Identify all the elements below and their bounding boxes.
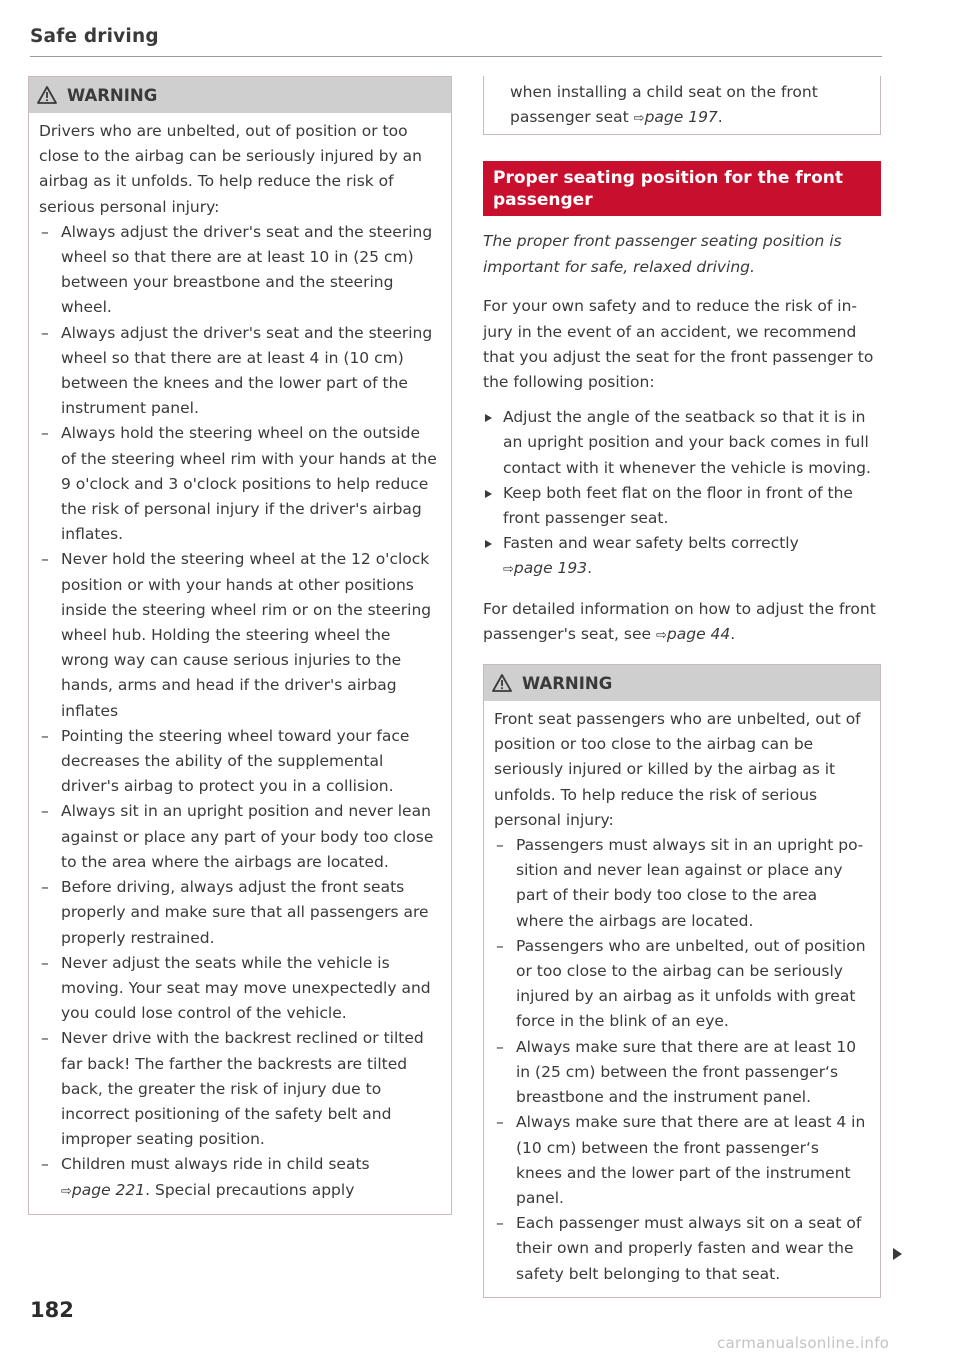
page-reference-link[interactable]: ⇨page 197: [633, 108, 718, 127]
step-item: Keep both feet flat on the floor in front of the front passenger seat.: [483, 481, 881, 531]
page-reference-link[interactable]: ⇨page 44: [656, 624, 731, 643]
step-item: Fasten and wear safety belts correctly ⇨page 193.: [483, 531, 881, 582]
warning-item: – Always hold the steering wheel on the outside of the steering wheel rim with your hands at the 9 o'clock and 3 o'clock positions to help reduce the risk of personal injury if the driver's airbag inflates.: [39, 421, 439, 547]
warning-title: WARNING: [522, 673, 613, 693]
section-title: Safe driving: [30, 26, 159, 47]
warning-continuation: when installing a child seat on the front passenger seat ⇨page 197.: [483, 76, 881, 135]
warning-item: – Each passenger must always sit on a seat of their own and properly fasten and wear the safety belt belonging to that seat.: [494, 1211, 868, 1287]
warning-box-passenger: [483, 664, 881, 1298]
page-reference-link[interactable]: ⇨page 221: [61, 1180, 146, 1199]
warning-body: [29, 113, 451, 1214]
page-header: [30, 24, 882, 57]
arrow-icon: ⇨: [503, 562, 514, 578]
warning-item: – Always make sure that there are at least 10 in (25 cm) between the front passenger‘s breastbone and the instrument panel.: [494, 1035, 868, 1111]
warning-item: – Always adjust the driver's seat and the steering wheel so that there are at least 10 in (25 cm) between your breastbone and the steering wheel.: [39, 220, 439, 321]
step-item: Adjust the angle of the seatback so that it is in an upright position and your back comes in full contact with it whenever the vehicle is moving.: [483, 405, 881, 481]
warning-triangle-icon: [37, 86, 57, 104]
warning-item: – Never drive with the backrest reclined or tilted far back! The farther the backrests are tilted back, the greater the risk of injury due to incorrect positioning of the safety belt and improper seating position.: [39, 1026, 439, 1152]
arrow-icon: ⇨: [61, 1183, 72, 1199]
warning-item-child-seats: – Children must always ride in child seats ⇨page 221. Special precautions apply: [39, 1152, 439, 1203]
left-column: [28, 76, 452, 1215]
warning-item: – Always adjust the driver's seat and the steering wheel so that there are at least 4 in (10 cm) between the knees and the lower part of the instrument panel.: [39, 321, 439, 422]
watermark: carmanualsonline.info: [717, 1334, 890, 1352]
warning-item: – Always sit in an upright position and never lean against or place any part of your body too close to the area where the airbags are located.: [39, 799, 439, 875]
section-intro: The proper front passenger seating position is important for safe, relaxed driving.: [483, 232, 842, 276]
warning-item: – Pointing the steering wheel toward your face decreases the ability of the supplemental driver's airbag to protect you in a collision.: [39, 724, 439, 800]
page-number: 182: [30, 1298, 74, 1322]
warning-body: [484, 701, 880, 1297]
section-heading: Proper seating position for the front passenger: [483, 161, 881, 216]
continue-arrow-icon: [893, 1248, 902, 1260]
page-reference-link[interactable]: ⇨page 193: [503, 559, 588, 578]
warning-title: WARNING: [67, 85, 158, 105]
warning-item: – Never adjust the seats while the vehicle is moving. Your seat may move unexpectedly and you could lose control of the vehicle.: [39, 951, 439, 1027]
warning-list: [39, 220, 439, 1204]
warning-triangle-icon: [492, 674, 512, 692]
arrow-icon: ⇨: [633, 111, 645, 127]
warning-header: [29, 77, 451, 113]
paragraph: For detailed information on how to adjust the front passenger's seat, see ⇨page 44.: [483, 599, 876, 643]
warning-item: – Never hold the steering wheel at the 12 o'clock position or with your hands at other positions inside the steering wheel rim or on the steering wheel hub. Holding the steering wheel the wrong way can cause serious injuries to the hands, arms and head if the driver's airbag inflates: [39, 547, 439, 723]
paragraph: For your own safety and to reduce the risk of injury in the event of an accident, we recommend that you adjust the seat for the front passenger to the following position:: [483, 297, 874, 392]
warning-intro: Front seat passengers who are unbelted, out of position or too close to the airbag can be seriously injured or killed by the airbag as it unfolds. To help reduce the risk of serious personal injury:: [494, 710, 861, 829]
warning-item: – Passengers who are unbelted, out of position or too close to the airbag can be seriously injured by an airbag as it unfolds with great force in the blink of an eye.: [494, 934, 868, 1035]
right-column: [483, 76, 881, 1298]
warning-item: – Passengers must always sit in an upright position and never lean against or place any part of their body too close to the area where the airbags are located.: [494, 833, 868, 934]
warning-box-driver: [28, 76, 452, 1215]
step-list: [483, 405, 881, 582]
arrow-icon: ⇨: [656, 627, 667, 643]
warning-list: [494, 833, 868, 1287]
warning-item: – Always make sure that there are at least 4 in (10 cm) between the front passenger‘s knees and the lower part of the instrument panel.: [494, 1110, 868, 1211]
warning-item: – Before driving, always adjust the front seats properly and make sure that all passengers are properly restrained.: [39, 875, 439, 951]
warning-header: [484, 665, 880, 701]
warning-intro: Drivers who are unbelted, out of position or too close to the airbag can be seriously injured by an airbag as it unfolds. To help reduce the risk of serious personal injury:: [39, 122, 422, 216]
